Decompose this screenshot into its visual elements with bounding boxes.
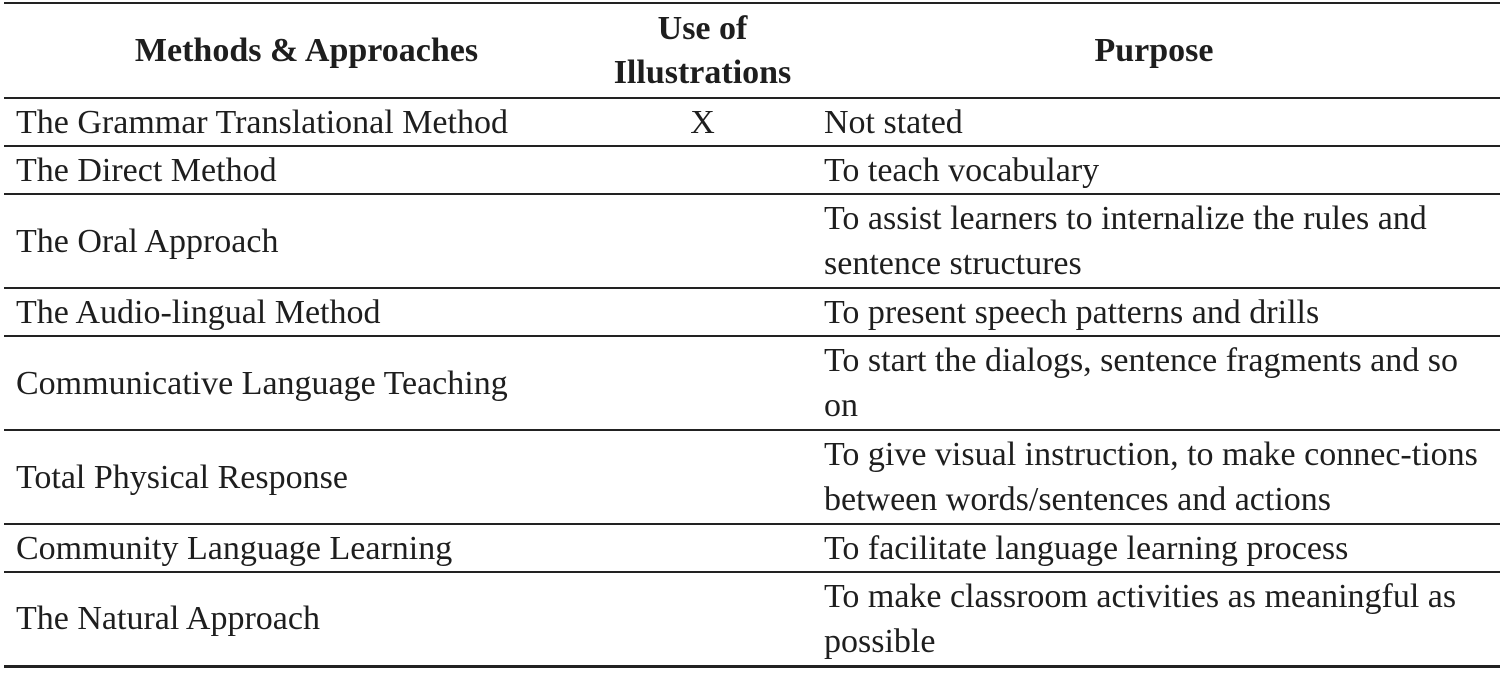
table-row <box>4 572 1500 666</box>
purpose-cell: To make classroom activities as meaningful as possible <box>824 577 1457 660</box>
table-row <box>4 430 1500 524</box>
illustrations-cell <box>597 336 808 430</box>
header-use-of-illustrations: Use of Illustrations <box>613 9 792 91</box>
header-row <box>4 3 1500 98</box>
illustrations-cell <box>597 572 808 666</box>
header-purpose: Purpose <box>1094 31 1214 69</box>
method-cell: Community Language Learning <box>16 529 453 567</box>
illustrations-cell <box>597 524 808 572</box>
method-cell: The Audio-lingual Method <box>16 293 381 331</box>
purpose-cell: To give visual instruction, to make connec-tions between words/sentences and actions <box>824 436 1478 518</box>
illustrations-cell <box>597 288 808 336</box>
purpose-cell: To teach vocabulary <box>824 151 1100 189</box>
method-cell: The Grammar Translational Method <box>16 103 508 141</box>
method-cell: The Direct Method <box>16 151 277 189</box>
method-cell: Communicative Language Teaching <box>16 364 508 402</box>
table-row <box>4 194 1500 288</box>
method-cell: The Oral Approach <box>16 222 279 260</box>
table-row <box>4 146 1500 194</box>
purpose-cell: To assist learners to internalize the rules and sentence structures <box>824 200 1427 282</box>
table-row <box>4 336 1500 430</box>
table-row <box>4 524 1500 572</box>
table-row <box>4 98 1500 146</box>
method-cell: Total Physical Response <box>16 458 348 496</box>
methods-table <box>4 2 1500 668</box>
purpose-cell: Not stated <box>824 103 963 141</box>
table-body <box>4 98 1500 666</box>
illustrations-cell <box>597 146 808 194</box>
purpose-cell: To start the dialogs, sentence fragments and so on <box>824 342 1458 424</box>
purpose-cell: To facilitate language learning process <box>824 529 1349 567</box>
header-methods: Methods & Approaches <box>134 31 479 69</box>
illustrations-cell: X <box>690 103 715 141</box>
method-cell: The Natural Approach <box>16 600 320 638</box>
illustrations-cell <box>597 194 808 288</box>
table-row <box>4 288 1500 336</box>
table-header <box>4 3 1500 98</box>
illustrations-cell <box>597 430 808 524</box>
purpose-cell: To present speech patterns and drills <box>824 293 1320 331</box>
